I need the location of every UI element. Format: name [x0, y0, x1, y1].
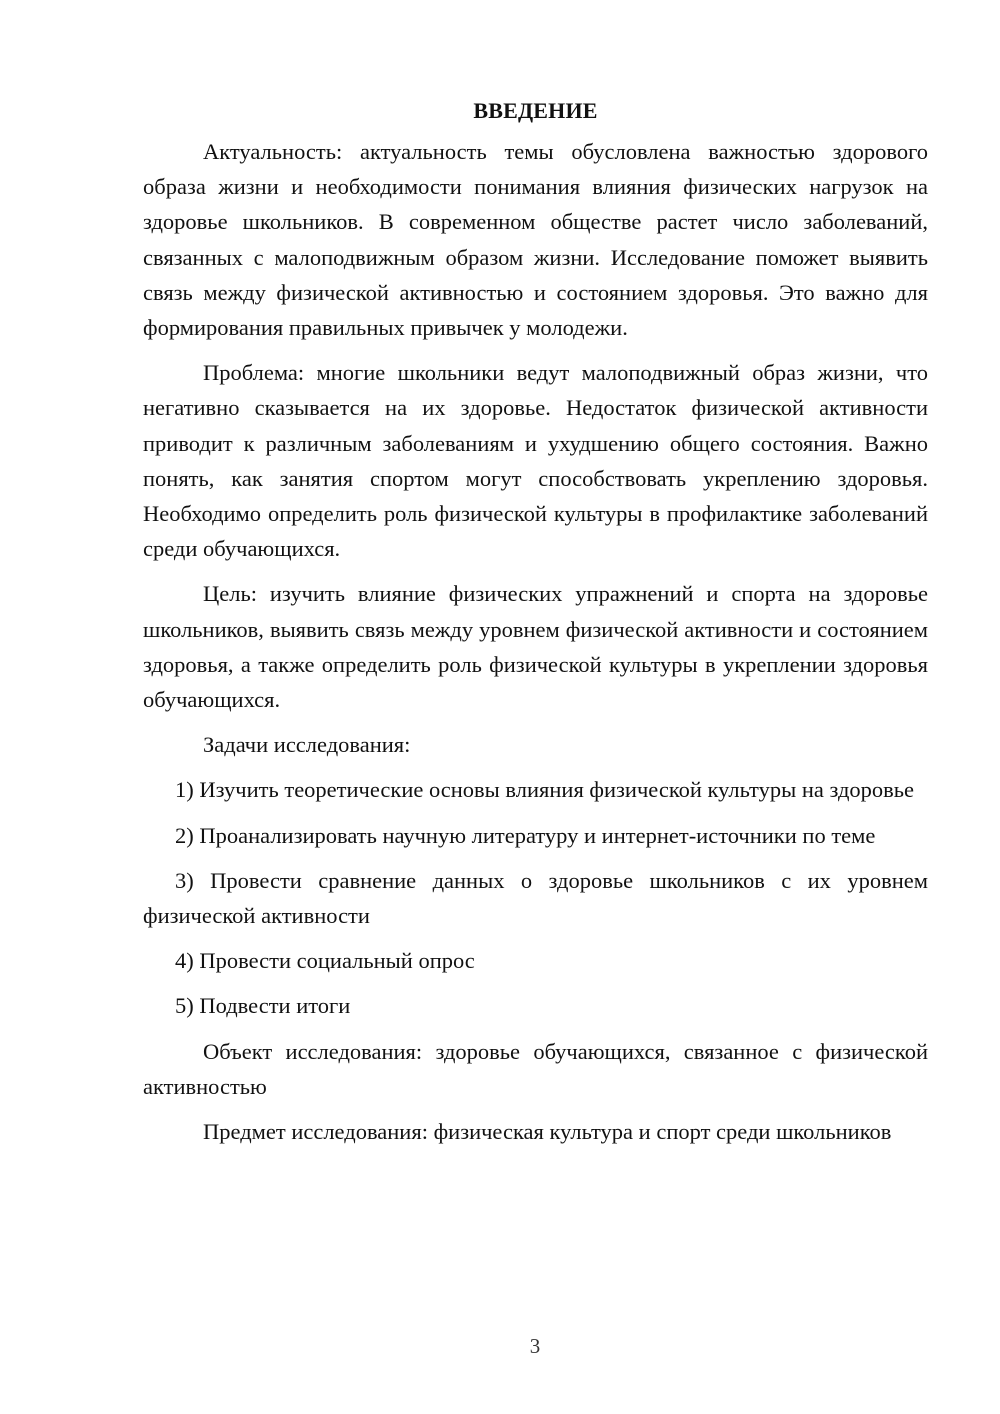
object-paragraph: Объект исследования: здоровье обучающихся, связанное с физической активностью — [143, 1038, 928, 1099]
relevance-paragraph: Актуальность: актуальность темы обусловлена важностью здорового образа жизни и необходимости понимания влияния физических нагрузок на здоровье школьников. В современном обществе растет число заболеваний, связанных с малоподвижным образом жизни. Исследование поможет выявить связь между физической активностью и состоянием здоровья. Это важно для формирования правильных привычек у молодежи. — [143, 139, 928, 341]
task-item-3: 3) Провести сравнение данных о здоровье школьников с их уровнем физической активности — [143, 867, 928, 929]
problem-paragraph: Проблема: многие школьники ведут малоподвижный образ жизни, что негативно сказывается на их здоровье. Недостаток физической активности приводит к различным заболеваниям и ухудшению общего состояния. Важно понять, как занятия спортом могут способствовать укреплению здоровья. Необходимо определить роль физической культуры в профилактике заболеваний среди обучающихся. — [143, 360, 928, 562]
page-content — [143, 96, 928, 1159]
task-item-5: 5) Подвести итоги — [175, 993, 351, 1019]
goal-paragraph: Цель: изучить влияние физических упражнений и спорта на здоровье школьников, выявить связь между уровнем физической активности и состоянием здоровья, а также определить роль физической культуры в укреплении здоровья обучающихся. — [143, 581, 928, 713]
tasks-heading: Задачи исследования: — [203, 732, 411, 758]
task-item-4: 4) Провести социальный опрос — [175, 948, 475, 974]
page-number: 3 — [529, 1334, 541, 1358]
tasks-list — [143, 772, 928, 1023]
task-item-2: 2) Проанализировать научную литературу и интернет-источники по теме — [175, 822, 876, 848]
page-title: ВВЕДЕНИЕ — [473, 98, 598, 123]
subject-paragraph: Предмет исследования: физическая культура и спорт среди школьников — [203, 1119, 892, 1145]
task-item-1: 1) Изучить теоретические основы влияния физической культуры на здоровье — [175, 777, 915, 803]
